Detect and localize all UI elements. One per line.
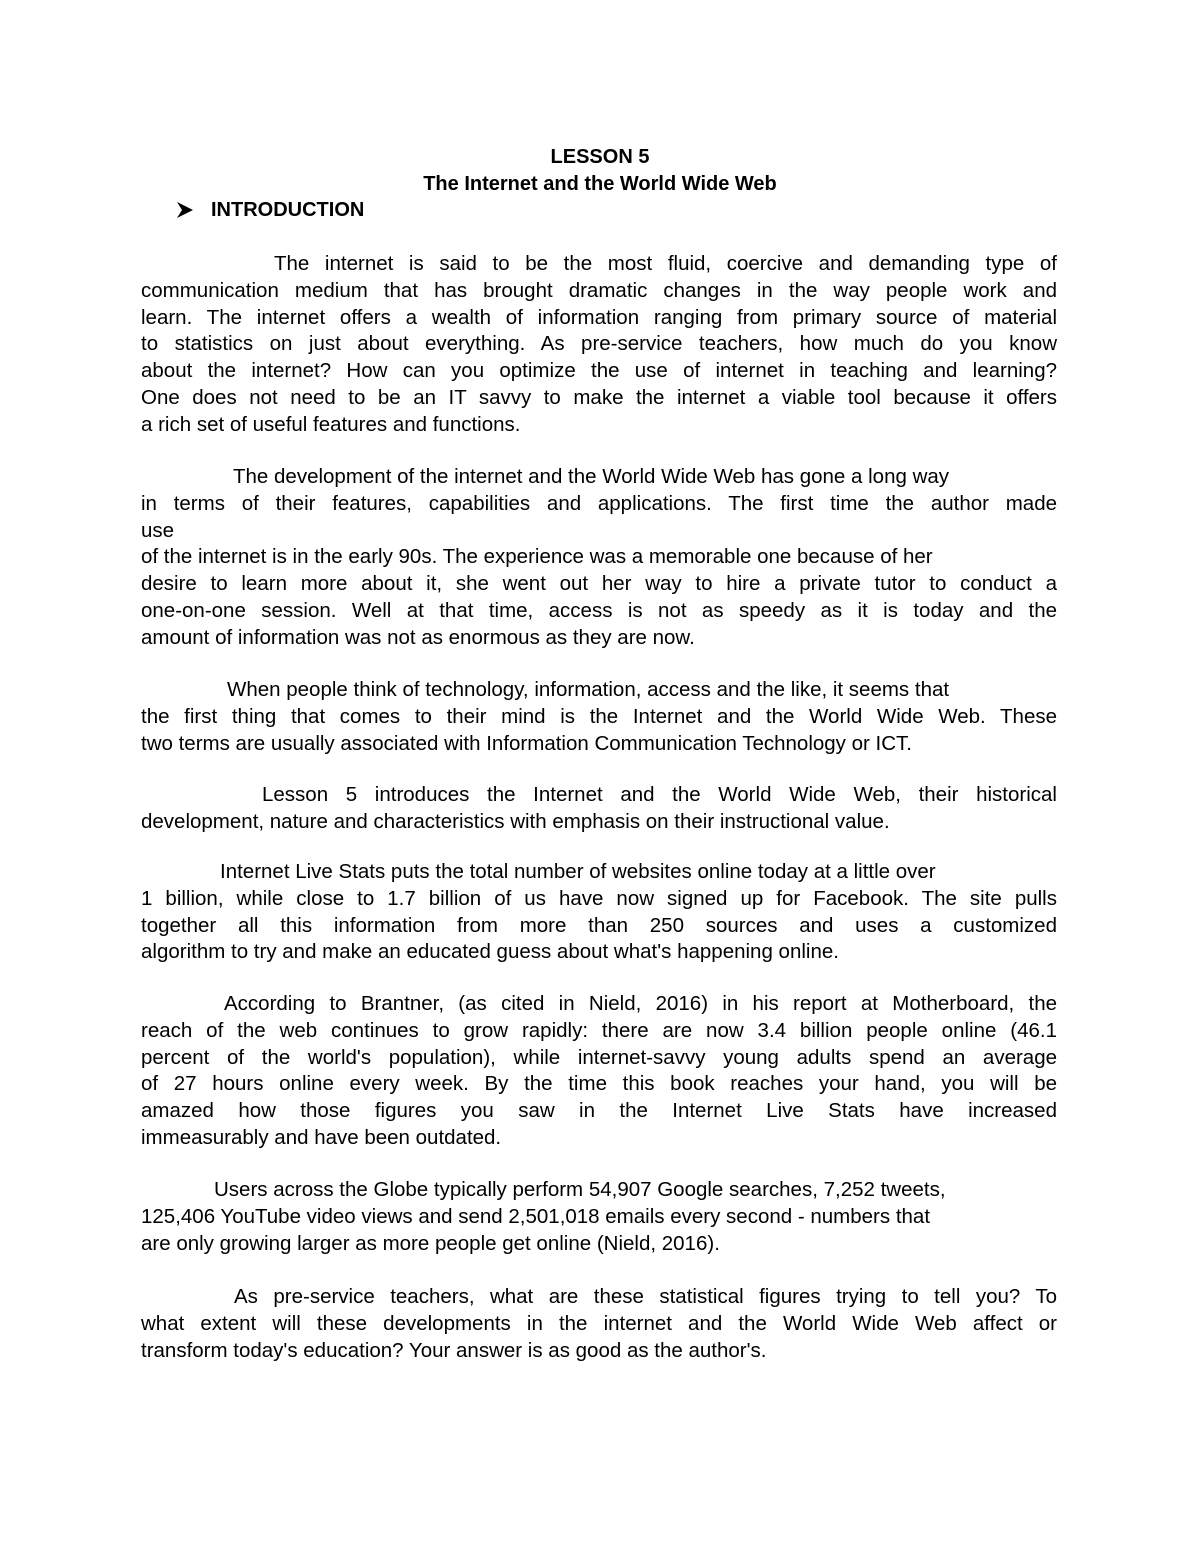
paragraph-line: percent of the world's population), while internet-savvy young adults spend an average [141, 1045, 1057, 1069]
paragraph-line: Lesson 5 introduces the Internet and the World Wide Web, their historical [262, 783, 1057, 806]
paragraph-line: amount of information was not as enormous as they are now. [141, 625, 695, 649]
lesson-title: LESSON 5 [550, 146, 650, 168]
paragraph-line: One does not need to be an IT savvy to make the internet a viable tool because it offers [141, 385, 1057, 409]
paragraph-line: in terms of their features, capabilities and applications. The first time the author made [141, 491, 1057, 515]
paragraph-line: immeasurably and have been outdated. [141, 1125, 502, 1149]
paragraph-line: When people think of technology, information, access and the like, it seems that [227, 678, 950, 701]
paragraph-line: According to Brantner, (as cited in Nield, 2016) in his report at Motherboard, the [224, 992, 1057, 1015]
paragraph [141, 782, 1057, 836]
paragraph [141, 677, 1057, 757]
paragraph-line: two terms are usually associated with Information Communication Technology or ICT. [141, 731, 912, 755]
paragraph-line: are only growing larger as more people get online (Nield, 2016). [141, 1231, 720, 1255]
paragraph-line: to statistics on just about everything. As pre-service teachers, how much do you know [141, 332, 1057, 356]
paragraph [141, 1177, 1057, 1257]
paragraph-line: amazed how those figures you saw in the Internet Live Stats have increased [141, 1099, 1057, 1123]
paragraph-line: desire to learn more about it, she went out her way to hire a private tutor to conduct a [141, 572, 1057, 596]
arrowhead-bullet-icon [175, 200, 195, 220]
paragraph-line: Internet Live Stats puts the total number of websites online today at a little over [220, 860, 936, 883]
paragraph [141, 991, 1057, 1152]
paragraph [141, 1284, 1057, 1364]
paragraph-line: what extent will these developments in the internet and the World Wide Web affect or [141, 1311, 1057, 1335]
paragraph-line: algorithm to try and make an educated guess about what's happening online. [141, 940, 839, 964]
paragraph-line: a rich set of useful features and functions. [141, 412, 521, 436]
paragraph-line: As pre-service teachers, what are these statistical figures trying to tell you? To [234, 1285, 1057, 1308]
paragraph-line: of 27 hours online every week. By the time this book reaches your hand, you will be [141, 1072, 1057, 1096]
paragraph-line: together all this information from more than 250 sources and uses a customized [141, 913, 1057, 937]
paragraph-line: one-on-one session. Well at that time, access is not as speedy as it is today and the [141, 598, 1057, 622]
paragraph-line: of the internet is in the early 90s. The experience was a memorable one because of her [141, 545, 933, 569]
paragraph-line: 125,406 YouTube video views and send 2,501,018 emails every second - numbers that [141, 1204, 931, 1228]
paragraph [141, 859, 1057, 966]
paragraph-line: reach of the web continues to grow rapidly: there are now 3.4 billion people online (46.1 [141, 1018, 1057, 1042]
paragraph-line: 1 billion, while close to 1.7 billion of us have now signed up for Facebook. The site pulls [141, 886, 1057, 910]
paragraph [141, 464, 1057, 652]
paragraph-line: communication medium that has brought dramatic changes in the way people work and [141, 278, 1057, 302]
section-heading-label: INTRODUCTION [211, 199, 365, 221]
paragraph-line: use [141, 518, 175, 542]
paragraph-line: the first thing that comes to their mind is the Internet and the World Wide Web. These [141, 704, 1057, 728]
section-heading [175, 197, 364, 223]
paragraph-line: The development of the internet and the World Wide Web has gone a long way [233, 465, 950, 488]
paragraph [141, 251, 1057, 439]
paragraph-line: Users across the Globe typically perform 54,907 Google searches, 7,252 tweets, [214, 1178, 946, 1201]
paragraph-line: learn. The internet offers a wealth of information ranging from primary source of material [141, 305, 1057, 329]
paragraph-line: about the internet? How can you optimize the use of internet in teaching and learning? [141, 359, 1057, 383]
paragraph-line: transform today's education? Your answer is as good as the author's. [141, 1338, 767, 1362]
lesson-subtitle: The Internet and the World Wide Web [423, 173, 777, 195]
paragraph-line: The internet is said to be the most fluid, coercive and demanding type of [274, 252, 1057, 275]
paragraph-line: development, nature and characteristics with emphasis on their instructional value. [141, 809, 890, 833]
